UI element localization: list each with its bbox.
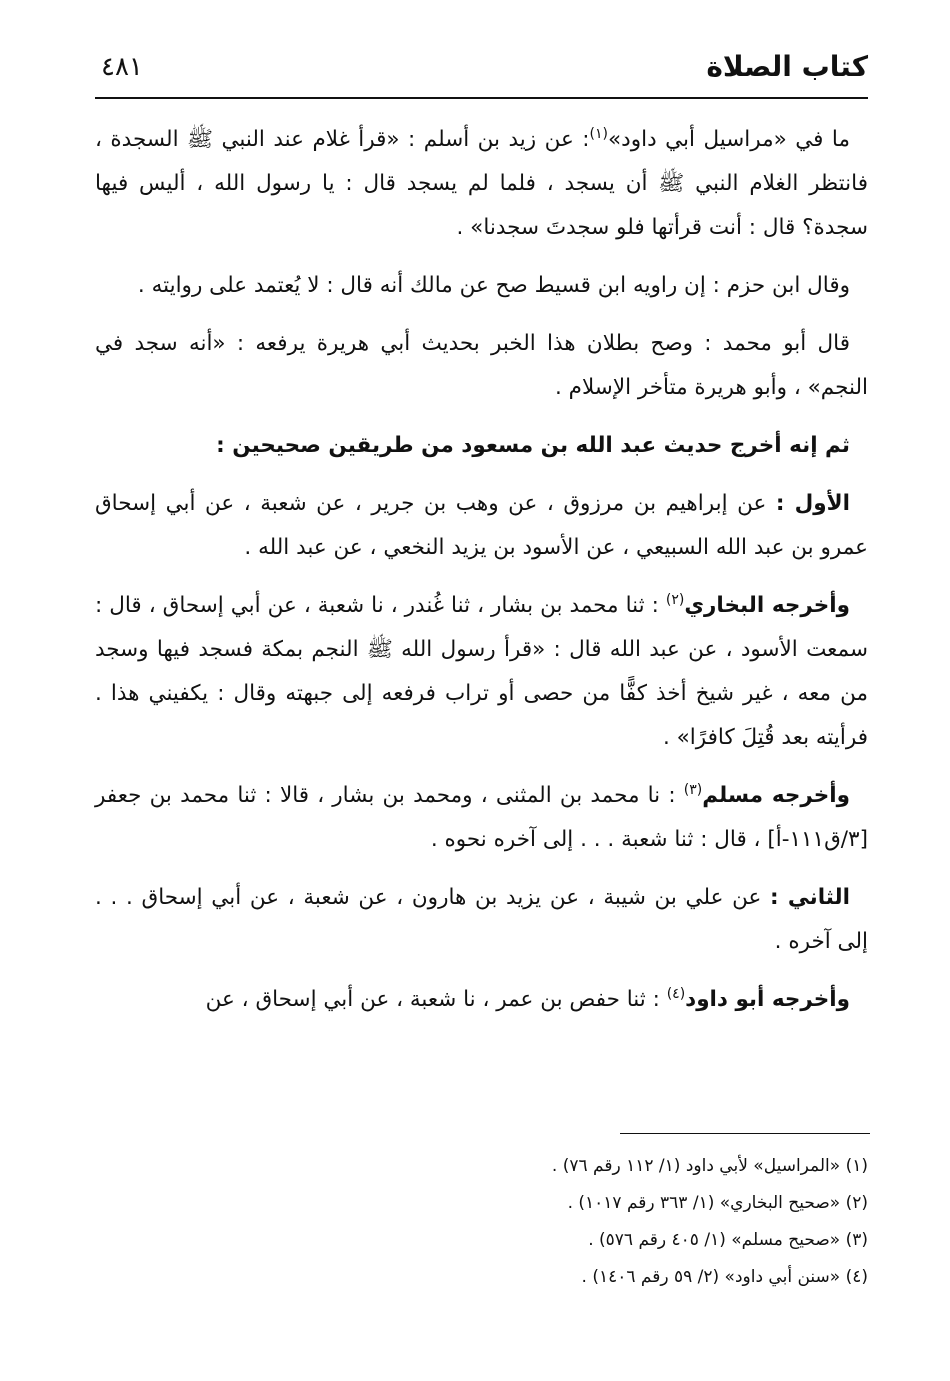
second-route-text: عن علي بن شيبة ، عن يزيد بن هارون ، عن شعبة ، عن أبي إسحاق . . . إلى آخره .: [95, 885, 868, 954]
footnote-3: (٣) «صحيح مسلم» (١/ ٤٠٥ رقم ٥٧٦) .: [588, 1230, 868, 1250]
paragraph-1-text-b: : عن زيد بن أسلم : «قرأ غلام عند النبي ﷺ السجدة ، فانتظر الغلام النبي ﷺ أن يسجد ، فلما لم يسجد قال : يا رسول الله ، أليس فيها سجدة؟ قال : أنت قرأتها فلو سجدتَ سجدنا» .: [95, 127, 868, 240]
footnote-ref-1: (١): [589, 125, 608, 142]
footnote-1: (١) «المراسيل» لأبي داود (١/ ١١٢ رقم ٧٦) .: [551, 1156, 868, 1176]
footnote-ref-4: (٤): [666, 985, 686, 1002]
paragraph-2: وقال ابن حزم : إن راويه ابن قسيط صح عن مالك أنه قال : لا يُعتمد على روايته .: [137, 273, 850, 298]
paragraph-second-route: [95, 876, 868, 964]
bukhari-lead: وأخرجه البخاري: [684, 593, 850, 618]
paragraph-bukhari: [95, 584, 868, 760]
footnote-divider: [620, 1133, 870, 1134]
section-heading: ثم إنه أخرج حديث عبد الله بن مسعود من طريقين صحيحين :: [216, 433, 850, 458]
header-divider: [95, 97, 868, 99]
chapter-title: كتاب الصلاة: [706, 50, 868, 83]
footnotes: [95, 1148, 868, 1296]
paragraph-1-text-a: ما في «مراسيل أبي داود»: [608, 127, 850, 152]
bukhari-text: : ثنا محمد بن بشار ، ثنا غُندر ، نا شعبة ، عن أبي إسحاق ، قال : سمعت الأسود ، عن عبد الله قال : «قرأ رسول الله ﷺ النجم بمكة فسجد فيها وسجد من معه ، غير شيخ أخذ كفًّا من حصى أو تراب فرفعه إلى جبهته وقال : يكفيني هذا . فرأيته بعد قُتِلَ كافرًا» .: [95, 593, 868, 750]
main-text: [95, 118, 868, 1036]
muslim-text: : نا محمد بن المثنى ، ومحمد بن بشار ، قالا : ثنا محمد بن جعفر [٣/ق١١١-أ] ، قال : ثنا شعبة . . . إلى آخره نحوه .: [95, 783, 868, 852]
paragraph-abu-dawud: [95, 978, 868, 1022]
first-route-lead: الأول :: [775, 491, 851, 516]
footnote-ref-3: (٣): [683, 781, 703, 798]
page-number: ٤٨١: [101, 52, 143, 82]
footnote-4: (٤) «سنن أبي داود» (٢/ ٥٩ رقم ١٤٠٦) .: [581, 1267, 868, 1287]
footnote-2: (٢) «صحيح البخاري» (١/ ٣٦٣ رقم ١٠١٧) .: [567, 1193, 868, 1213]
paragraph-1: [95, 118, 868, 250]
footnote-ref-2: (٢): [665, 591, 685, 608]
paragraph-first-route: [95, 482, 868, 570]
paragraph-3: قال أبو محمد : وصح بطلان هذا الخبر بحديث أبي هريرة يرفعه : «أنه سجد في النجم» ، وأبو هريرة متأخر الإسلام .: [95, 331, 868, 400]
second-route-lead: الثاني :: [769, 885, 850, 910]
muslim-lead: وأخرجه مسلم: [702, 783, 850, 808]
abu-dawud-text: : ثنا حفص بن عمر ، نا شعبة ، عن أبي إسحاق ، عن: [205, 987, 667, 1012]
page-header: [95, 50, 868, 100]
abu-dawud-lead: وأخرجه أبو داود: [685, 987, 850, 1012]
paragraph-muslim: [95, 774, 868, 862]
first-route-text: عن إبراهيم بن مرزوق ، عن وهب بن جرير ، عن شعبة ، عن أبي إسحاق عمرو بن عبد الله السبيعي ، عن الأسود بن يزيد النخعي ، عن عبد الله .: [95, 491, 868, 560]
